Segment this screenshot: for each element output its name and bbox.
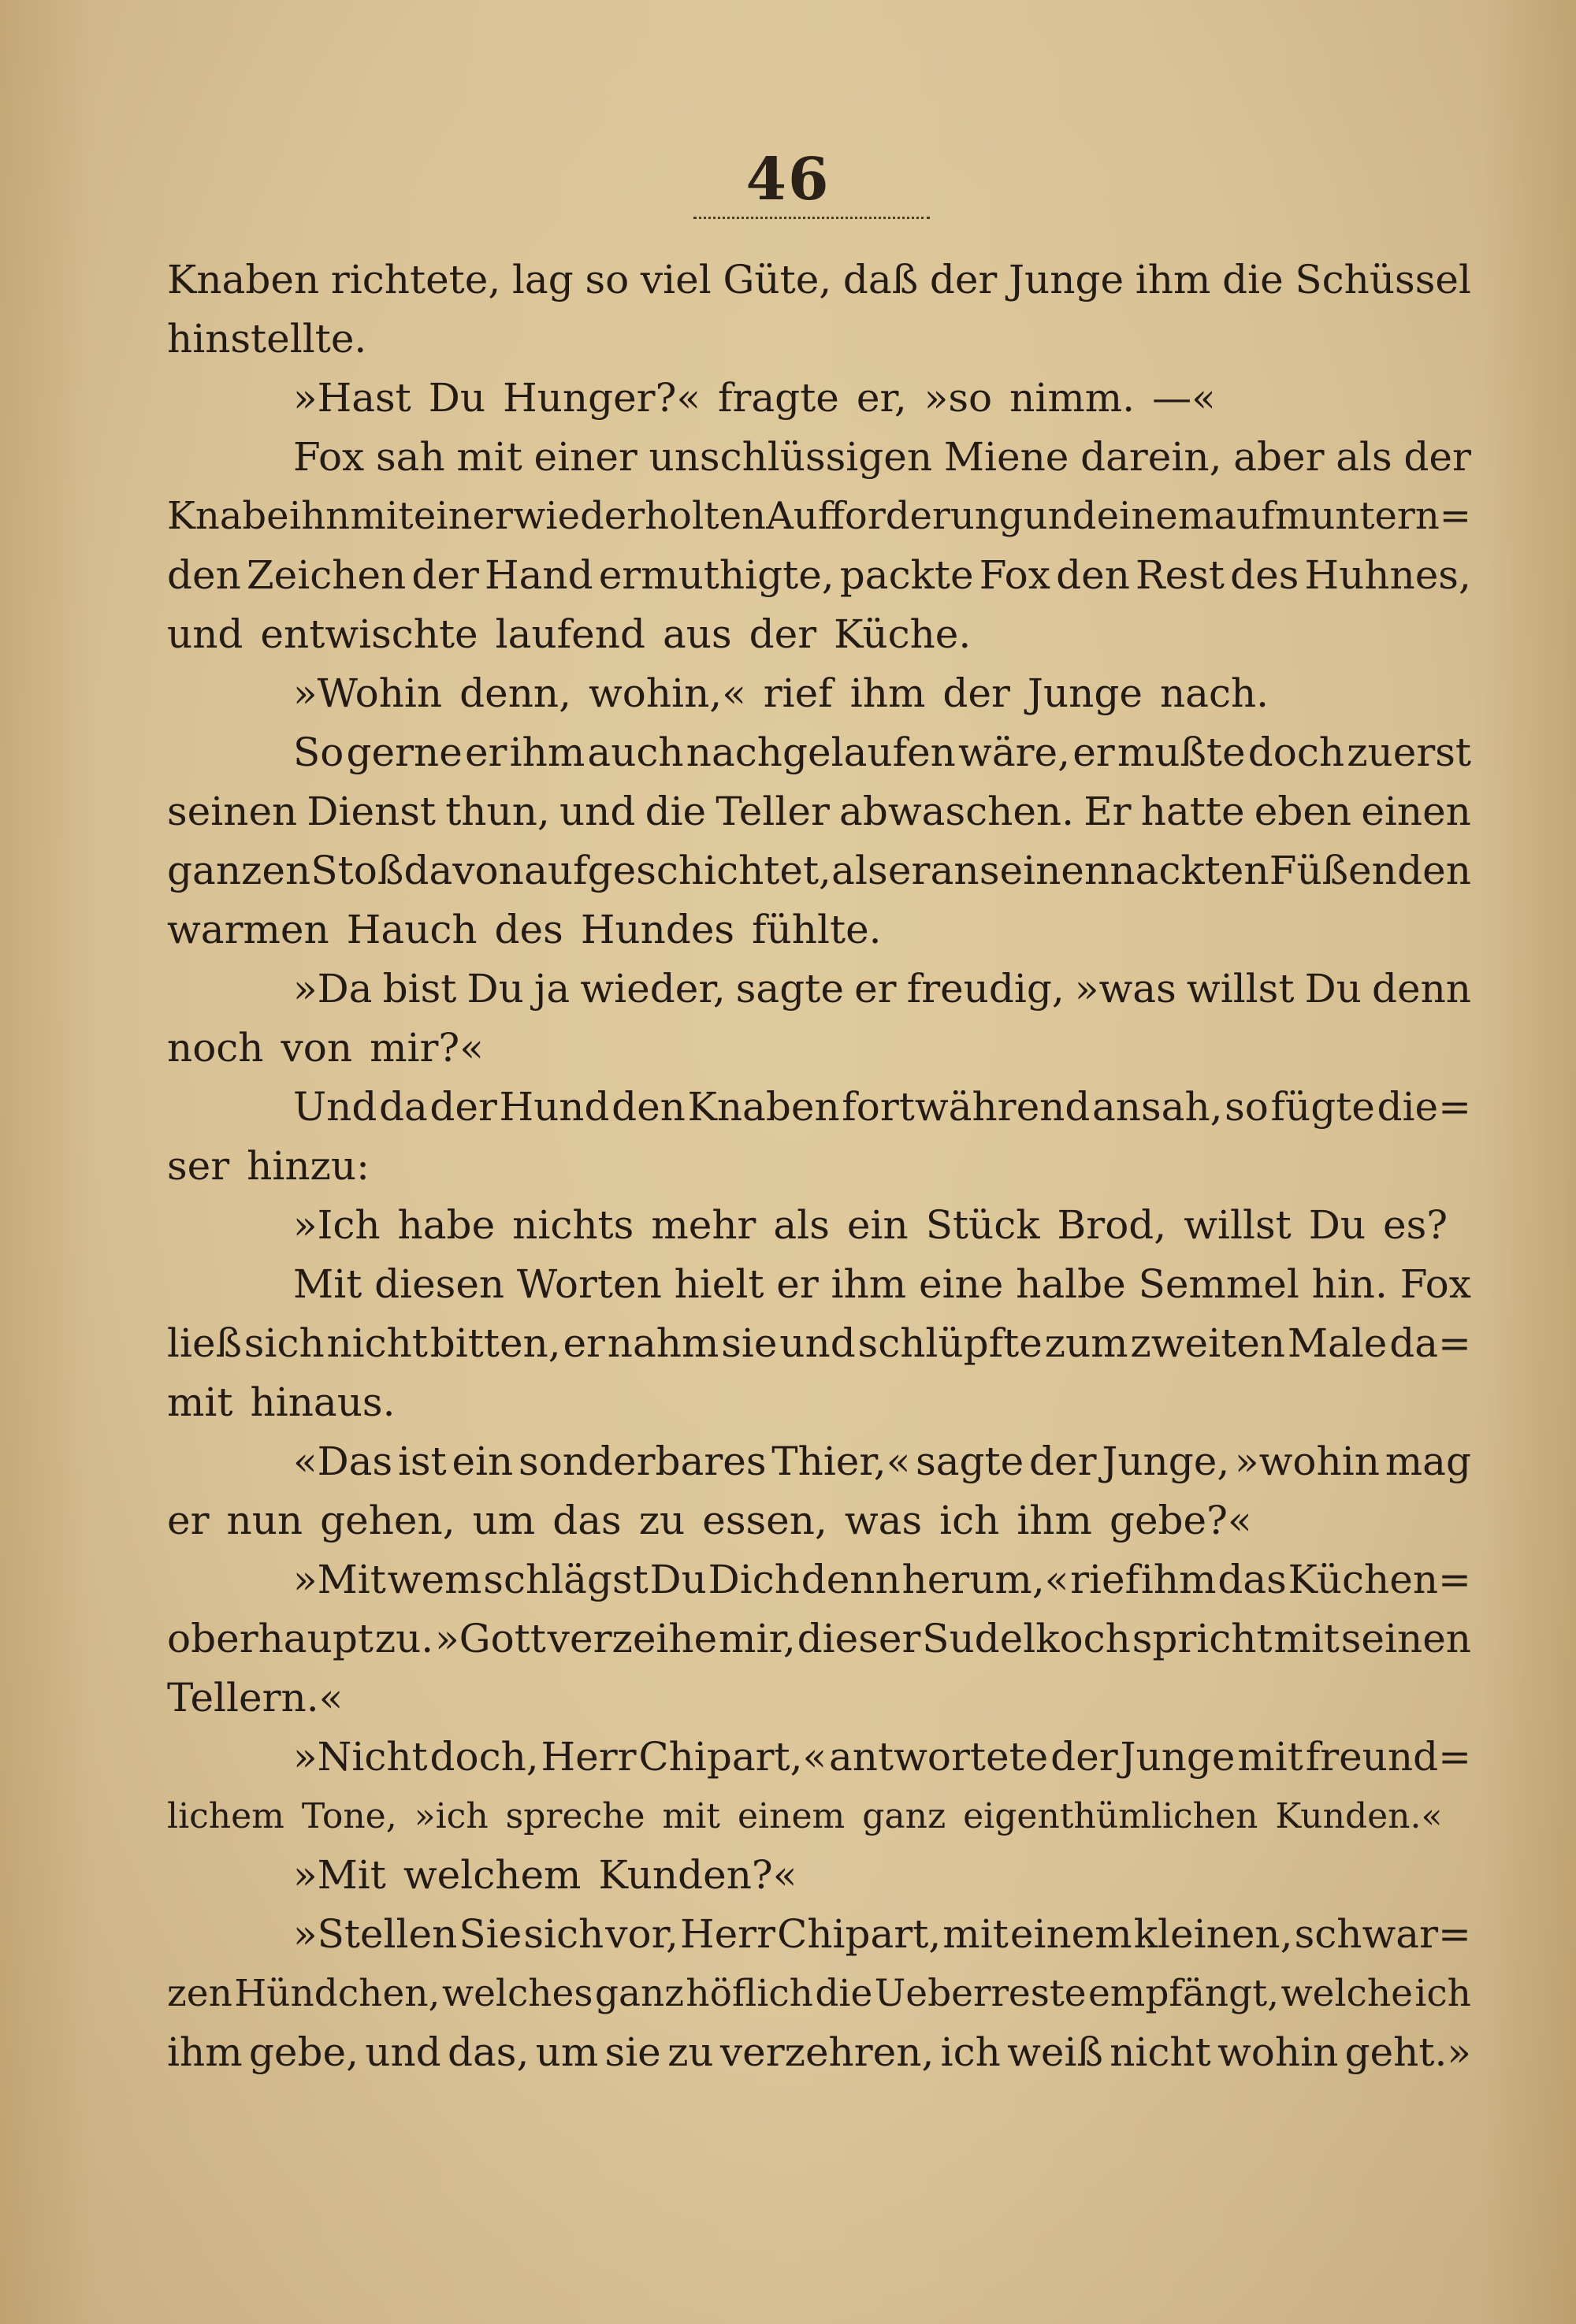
text-line: »Mit welchem Kunden?« (293, 1852, 797, 1898)
text-line: Mit diesen Worten hielt er ihm eine halbe Semmel hin. Fox (293, 1261, 1471, 1307)
text-line: »Stellen Sie sich vor, Herr Chipart, mit einem kleinen, schwar= (293, 1911, 1471, 1957)
text-line: Knabe ihn mit einer wiederholten Aufforderung und einem aufmuntern= (167, 494, 1471, 538)
text-line: »Da bist Du ja wieder, sagte er freudig, »was willst Du denn (293, 966, 1471, 1012)
text-line: So gerne er ihm auch nachgelaufen wäre, er mußte doch zuerst (293, 729, 1471, 775)
text-line: ließ sich nicht bitten, er nahm sie und schlüpfte zum zweiten Male da= (167, 1320, 1471, 1366)
page-number: 46 (745, 146, 831, 213)
text-line: Knaben richtete, lag so viel Güte, daß der Junge ihm die Schüssel (167, 257, 1471, 303)
text-line: «Das ist ein sonderbares Thier,« sagte der Junge, »wohin mag (293, 1439, 1471, 1484)
text-line: »Ich habe nichts mehr als ein Stück Brod, willst Du es? (293, 1202, 1448, 1248)
text-line: Fox sah mit einer unschlüssigen Miene darein, aber als der (293, 434, 1471, 480)
text-line: und entwischte laufend aus der Küche. (167, 611, 972, 657)
text-line: hinstellte. (167, 316, 367, 362)
text-line: warmen Hauch des Hundes fühlte. (167, 907, 882, 952)
text-line: er nun gehen, um das zu essen, was ich ihm gebe?« (167, 1498, 1252, 1543)
text-line: »Nicht doch, Herr Chipart,« antwortete der Junge mit freund= (293, 1734, 1471, 1780)
header-rule (693, 217, 930, 219)
text-line: lichem Tone, »ich spreche mit einem ganz eigenthümlichen Kunden.« (167, 1796, 1443, 1836)
text-line: »Mit wem schlägst Du Dich denn herum,« rief ihm das Küchen= (293, 1557, 1471, 1602)
text-line: »Hast Du Hunger?« fragte er, »so nimm. —« (293, 375, 1216, 421)
text-line: oberhaupt zu. »Gott verzeihe mir, dieser Sudelkoch spricht mit seinen (167, 1616, 1471, 1661)
text-line: ganzen Stoß davon aufgeschichtet, als er an seinen nackten Füßen den (167, 848, 1471, 893)
text-line: Tellern.« (167, 1675, 344, 1721)
text-line: Und da der Hund den Knaben fortwährend ansah, so fügte die= (293, 1084, 1471, 1130)
text-line: mit hinaus. (167, 1379, 396, 1425)
text-line: »Wohin denn, wohin,« rief ihm der Junge nach. (293, 670, 1269, 716)
body-text (167, 251, 1471, 2082)
text-line: noch von mir?« (167, 1025, 484, 1071)
text-line: den Zeichen der Hand ermuthigte, packte Fox den Rest des Huhnes, (167, 552, 1471, 598)
text-line: ser hinzu: (167, 1143, 370, 1189)
text-line: zen Hündchen, welches ganz höflich die Ueberreste empfängt, welche ich (167, 1972, 1471, 2015)
text-line: ihm gebe, und das, um sie zu verzehren, ich weiß nicht wohin geht.» (167, 2029, 1471, 2075)
text-line: seinen Dienst thun, und die Teller abwaschen. Er hatte eben einen (167, 789, 1471, 834)
